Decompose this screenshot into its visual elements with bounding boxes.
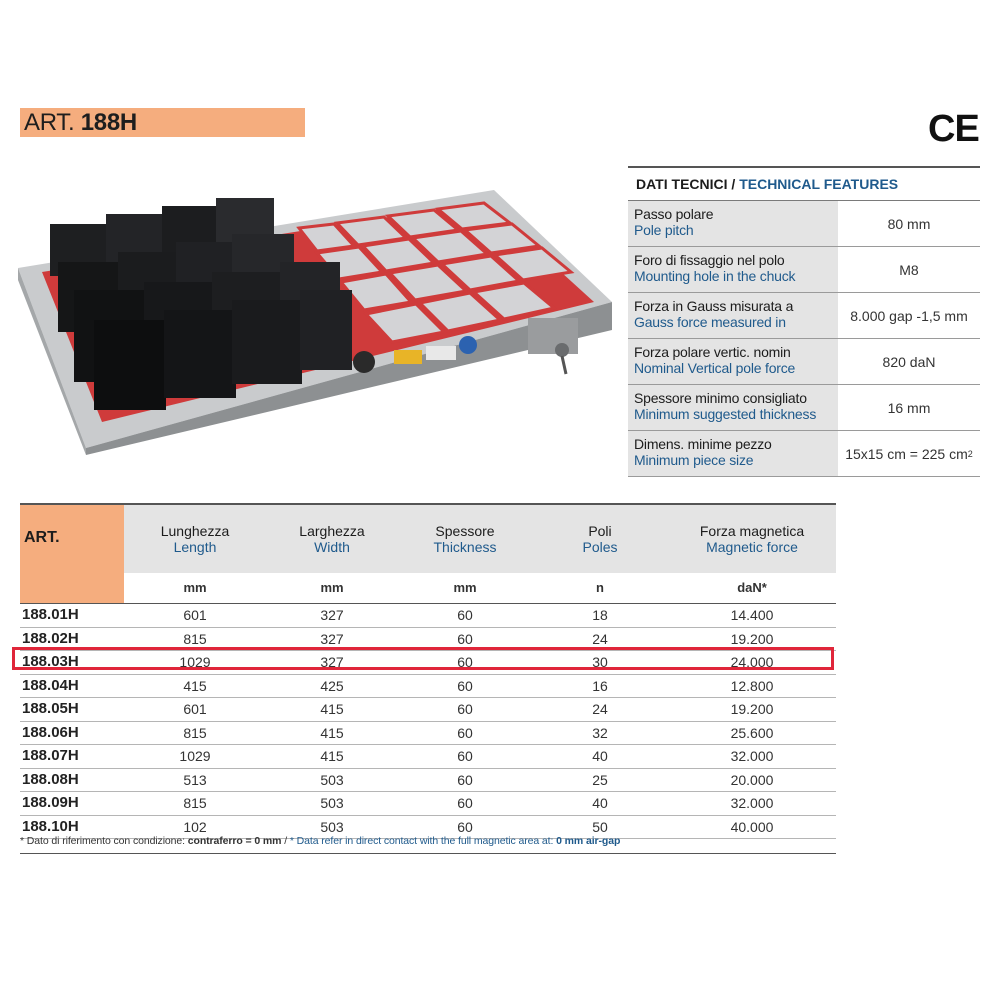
table-row <box>20 792 836 816</box>
column-header-width <box>266 505 398 573</box>
table-cell: 60 <box>457 654 473 670</box>
table-cell: 327 <box>320 654 344 670</box>
table-cell: 415 <box>183 677 207 694</box>
table-row <box>20 628 836 652</box>
table-cell: 19.200 <box>730 630 774 647</box>
table-cell: 60 <box>457 607 473 623</box>
technical-features-title-en: TECHNICAL FEATURES <box>739 176 899 192</box>
tech-row-min-piece-size <box>628 431 980 477</box>
table-cell: 815 <box>183 630 207 647</box>
column-header-en: Thickness <box>433 539 497 555</box>
table-cell: 30 <box>592 654 608 670</box>
units-row <box>20 573 836 604</box>
tech-row-gauss-force <box>628 293 980 339</box>
tech-label <box>628 385 838 430</box>
column-header-length <box>124 505 266 573</box>
table-row <box>20 675 836 699</box>
table-cell: 60 <box>457 724 473 741</box>
article-code-cell: 188.02H <box>22 629 79 647</box>
table-row <box>20 651 836 675</box>
tech-value: M8 <box>899 261 919 278</box>
table-cell: 24.000 <box>730 654 774 670</box>
table-cell: 60 <box>457 818 473 835</box>
tech-value: 16 mm <box>887 399 931 416</box>
tech-row-pole-force <box>628 339 980 385</box>
table-cell: 60 <box>457 677 473 694</box>
table-row <box>20 722 836 746</box>
unit-poles: n <box>532 573 668 603</box>
footnote-it-bold: contraferro = 0 mm <box>187 835 282 847</box>
tech-value-sup: 2 <box>967 448 973 459</box>
art-column-header: ART. <box>20 505 124 573</box>
tech-label-it: Spessore minimo consigliato <box>634 390 807 406</box>
article-title-banner <box>20 108 305 137</box>
article-prefix: ART. <box>24 109 75 136</box>
table-cell: 60 <box>457 630 473 647</box>
table-cell: 513 <box>183 771 207 788</box>
table-cell: 415 <box>320 701 344 717</box>
table-cell: 32.000 <box>730 748 774 764</box>
unit-magnetic-force: daN* <box>668 573 836 603</box>
table-cell: 19.200 <box>730 701 774 717</box>
tech-label-en: Minimum suggested thickness <box>634 406 817 422</box>
column-header-en: Magnetic force <box>706 539 798 555</box>
table-cell: 40 <box>592 795 608 811</box>
tech-label-en: Mounting hole in the chuck <box>634 268 796 284</box>
table-cell: 60 <box>457 748 473 764</box>
models-table-body <box>20 604 836 839</box>
article-code-cell: 188.05H <box>22 700 79 717</box>
table-cell: 415 <box>320 724 344 741</box>
column-header-en: Width <box>314 539 350 555</box>
table-cell: 503 <box>320 818 344 835</box>
table-cell: 20.000 <box>730 771 774 788</box>
table-cell: 415 <box>320 748 344 764</box>
column-header-it: Spessore <box>435 523 495 539</box>
column-header-magnetic-force <box>668 505 836 573</box>
table-cell: 815 <box>183 724 207 741</box>
table-cell: 102 <box>183 818 207 835</box>
table-cell: 815 <box>183 795 207 811</box>
article-code-cell: 188.06H <box>22 723 79 741</box>
table-cell: 32 <box>592 724 608 741</box>
table-cell: 60 <box>457 701 473 717</box>
tech-label-en: Pole pitch <box>634 222 694 238</box>
tech-row-mounting-hole <box>628 247 980 293</box>
tech-value-text: 15x15 cm = 225 cm <box>845 445 968 462</box>
column-header-en: Poles <box>582 539 618 555</box>
tech-value: 80 mm <box>887 215 931 232</box>
column-header-en: Length <box>173 539 217 555</box>
magnetic-chuck-image <box>14 190 614 455</box>
table-cell: 1029 <box>179 748 211 764</box>
table-cell: 12.800 <box>730 677 774 694</box>
footnote-en: * Data refer in direct contact with the full magnetic area at: <box>289 835 557 847</box>
footnote-it: * Dato di riferimento con condizione: <box>20 835 188 847</box>
tech-label-en: Nominal Vertical pole force <box>634 360 796 376</box>
ce-mark-logo: CE <box>928 108 979 150</box>
table-cell: 24 <box>592 630 608 647</box>
table-cell: 327 <box>320 607 344 623</box>
table-cell: 503 <box>320 795 344 811</box>
table-cell: 1029 <box>179 654 211 670</box>
tech-label-it: Forza polare vertic. nomin <box>634 344 791 360</box>
table-cell: 601 <box>183 701 207 717</box>
table-cell: 40.000 <box>730 818 774 835</box>
tech-label-it: Passo polare <box>634 206 714 222</box>
tech-row-pole-pitch <box>628 201 980 247</box>
table-cell: 60 <box>457 795 473 811</box>
table-cell: 25.600 <box>730 724 774 741</box>
column-header-thickness <box>398 505 532 573</box>
table-row <box>20 604 836 628</box>
table-cell: 425 <box>320 677 344 694</box>
article-code-cell: 188.07H <box>22 747 79 764</box>
bottom-divider <box>20 853 836 854</box>
tech-value: 820 daN <box>882 353 936 370</box>
unit-thickness: mm <box>398 573 532 603</box>
tech-label <box>628 431 838 476</box>
tech-label <box>628 247 838 292</box>
table-cell: 40 <box>592 748 608 764</box>
article-code-cell: 188.08H <box>22 770 79 788</box>
column-header-poles <box>532 505 668 573</box>
tech-label-it: Foro di fissaggio nel polo <box>634 252 785 268</box>
column-header-it: Larghezza <box>299 523 365 539</box>
table-row <box>20 745 836 769</box>
tech-row-min-thickness <box>628 385 980 431</box>
column-header-it: Lunghezza <box>160 523 230 539</box>
unit-width: mm <box>266 573 398 603</box>
article-code-cell: 188.09H <box>22 794 79 811</box>
table-cell: 60 <box>457 771 473 788</box>
footnote-separator: / <box>281 835 290 847</box>
table-cell: 32.000 <box>730 795 774 811</box>
tech-label-en: Minimum piece size <box>634 452 754 468</box>
unit-length: mm <box>124 573 266 603</box>
models-table <box>20 503 836 839</box>
tech-label-it: Forza in Gauss misurata a <box>634 298 794 314</box>
technical-features-table <box>628 166 980 477</box>
column-header-it: Poli <box>588 523 612 539</box>
article-code-cell: 188.01H <box>22 606 79 623</box>
table-cell: 16 <box>592 677 608 694</box>
article-code-cell: 188.10H <box>22 817 79 835</box>
table-cell: 24 <box>592 701 608 717</box>
article-code-cell: 188.04H <box>22 676 79 694</box>
table-cell: 327 <box>320 630 344 647</box>
tech-value <box>838 431 980 476</box>
table-cell: 50 <box>592 818 608 835</box>
footnote-en-bold: 0 mm air-gap <box>556 835 621 847</box>
table-row <box>20 698 836 722</box>
table-row <box>20 769 836 793</box>
tech-label <box>628 339 838 384</box>
units-art-cell <box>20 573 124 603</box>
models-table-header <box>20 505 836 573</box>
table-cell: 503 <box>320 771 344 788</box>
table-cell: 25 <box>592 771 608 788</box>
column-header-it: Forza magnetica <box>699 523 805 539</box>
table-cell: 601 <box>183 607 207 623</box>
table-cell: 18 <box>592 607 608 623</box>
article-code: 188H <box>80 109 137 136</box>
tech-label-it: Dimens. minime pezzo <box>634 436 772 452</box>
tech-label <box>628 201 838 246</box>
tech-label-en: Gauss force measured in <box>634 314 786 330</box>
technical-features-header <box>628 168 980 201</box>
table-cell: 14.400 <box>730 607 774 623</box>
tech-value: 8.000 gap -1,5 mm <box>850 307 968 324</box>
article-code-cell: 188.03H <box>22 653 79 670</box>
technical-features-title-it: DATI TECNICI / <box>636 176 736 192</box>
tech-label <box>628 293 838 338</box>
footnote <box>20 835 620 847</box>
